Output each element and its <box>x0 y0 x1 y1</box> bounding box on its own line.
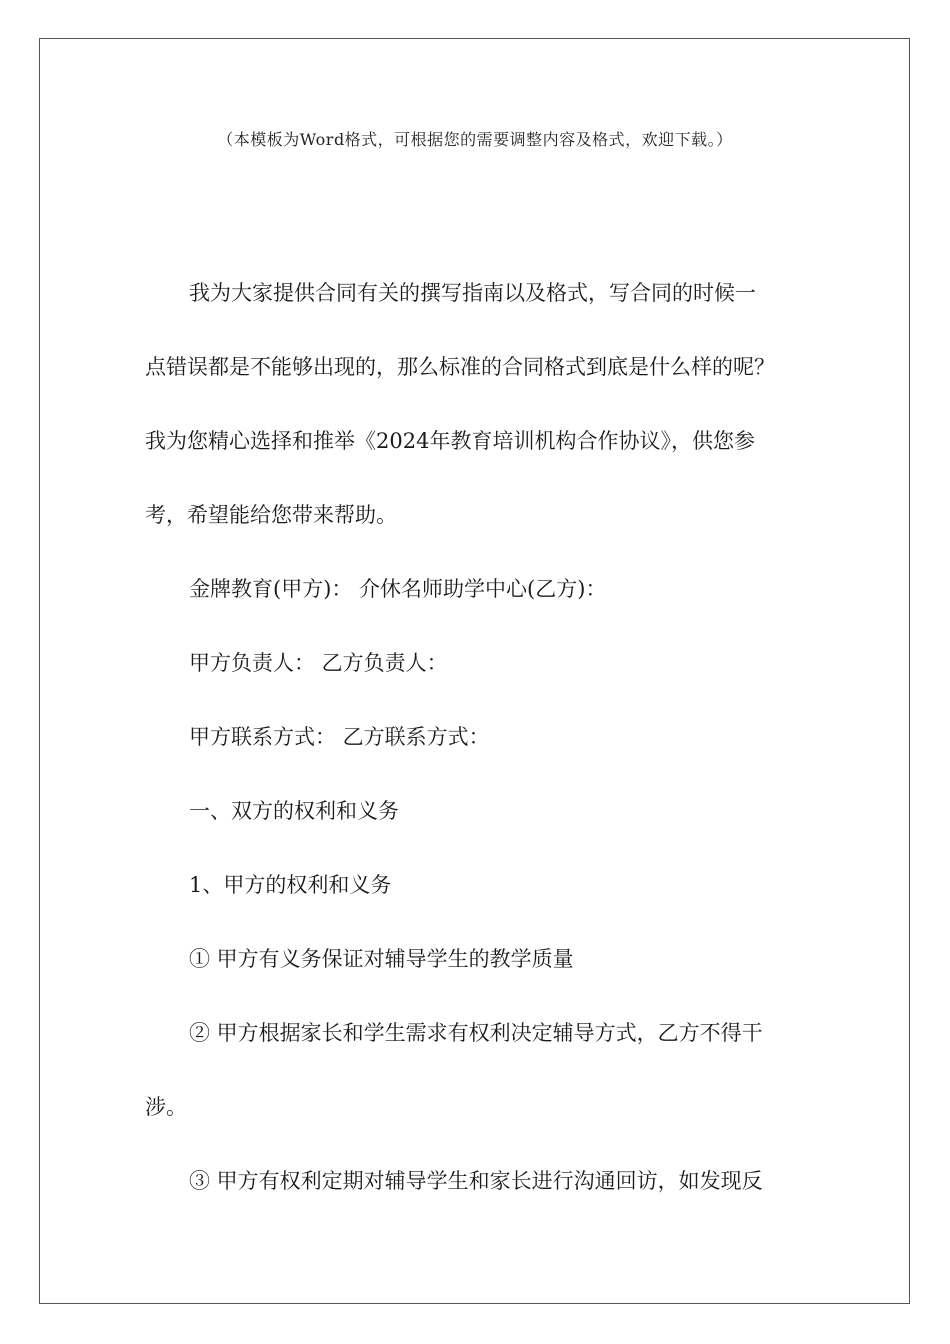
section-heading: 一、双方的权利和义务 <box>189 799 399 823</box>
template-note: （本模板为Word格式，可根据您的需要调整内容及格式，欢迎下载。） <box>217 130 733 149</box>
clause-item: ② 甲方根据家长和学生需求有权利决定辅导方式，乙方不得干 <box>189 1021 763 1045</box>
subsection-heading: 1、甲方的权利和义务 <box>189 873 392 897</box>
clause-item: ① 甲方有义务保证对辅导学生的教学质量 <box>189 947 574 971</box>
party-representatives-line: 甲方负责人： 乙方负责人： <box>189 651 448 675</box>
paragraph-line: 我为大家提供合同有关的撰写指南以及格式，写合同的时候一 <box>189 281 756 305</box>
paragraph-line: 我为您精心选择和推举《2024年教育培训机构合作协议》，供您参 <box>145 429 755 453</box>
party-names-line: 金牌教育(甲方)： 介休名师助学中心(乙方)： <box>189 577 607 601</box>
clause-item-continuation: 涉。 <box>145 1095 187 1119</box>
paragraph-line: 点错误都是不能够出现的，那么标准的合同格式到底是什么样的呢？ <box>145 355 775 379</box>
party-contacts-line: 甲方联系方式： 乙方联系方式： <box>189 725 490 749</box>
paragraph-line: 考，希望能给您带来帮助。 <box>145 503 397 527</box>
clause-item: ③ 甲方有权利定期对辅导学生和家长进行沟通回访，如发现反 <box>189 1169 763 1193</box>
